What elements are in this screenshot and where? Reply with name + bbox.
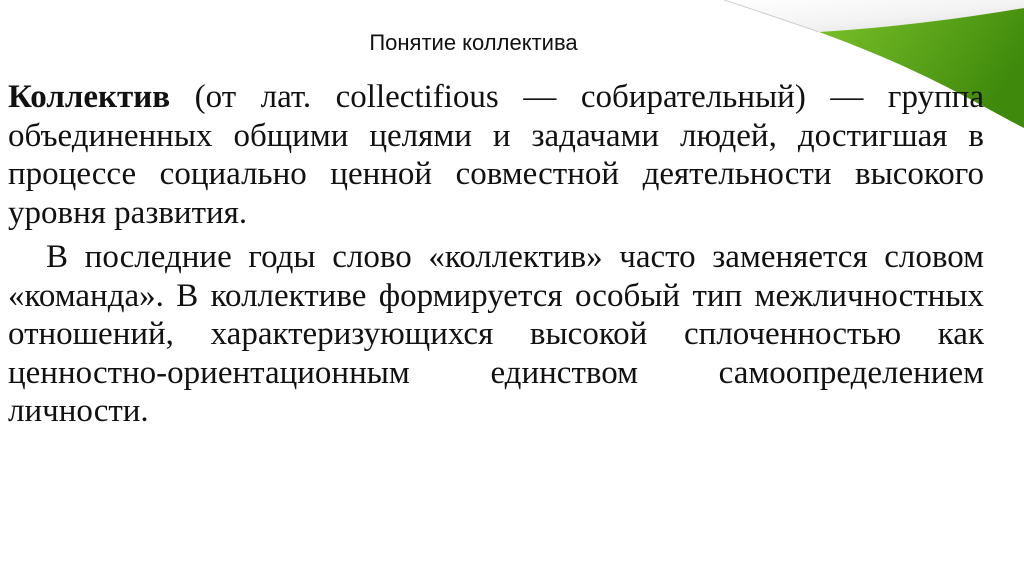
definition-paragraph — [8, 78, 984, 232]
definition-text: (от лат. collectifious — собирательный) — группа объединенных общими целями и задачами людей, достигшая в процессе социально ценной совместной деятельности высокого уровня развития. — [8, 79, 984, 231]
slide-body — [8, 78, 984, 431]
second-paragraph: В последние годы слово «коллектив» часто заменяется словом «команда». В коллективе формируется особый тип межличностных отношений, характеризующихся высокой сплоченностью как ценностно-ориентационным единством самоопределением личности. — [8, 239, 984, 429]
term-bold: Коллектив — [8, 79, 171, 115]
slide-title: Понятие коллектива — [369, 30, 578, 55]
